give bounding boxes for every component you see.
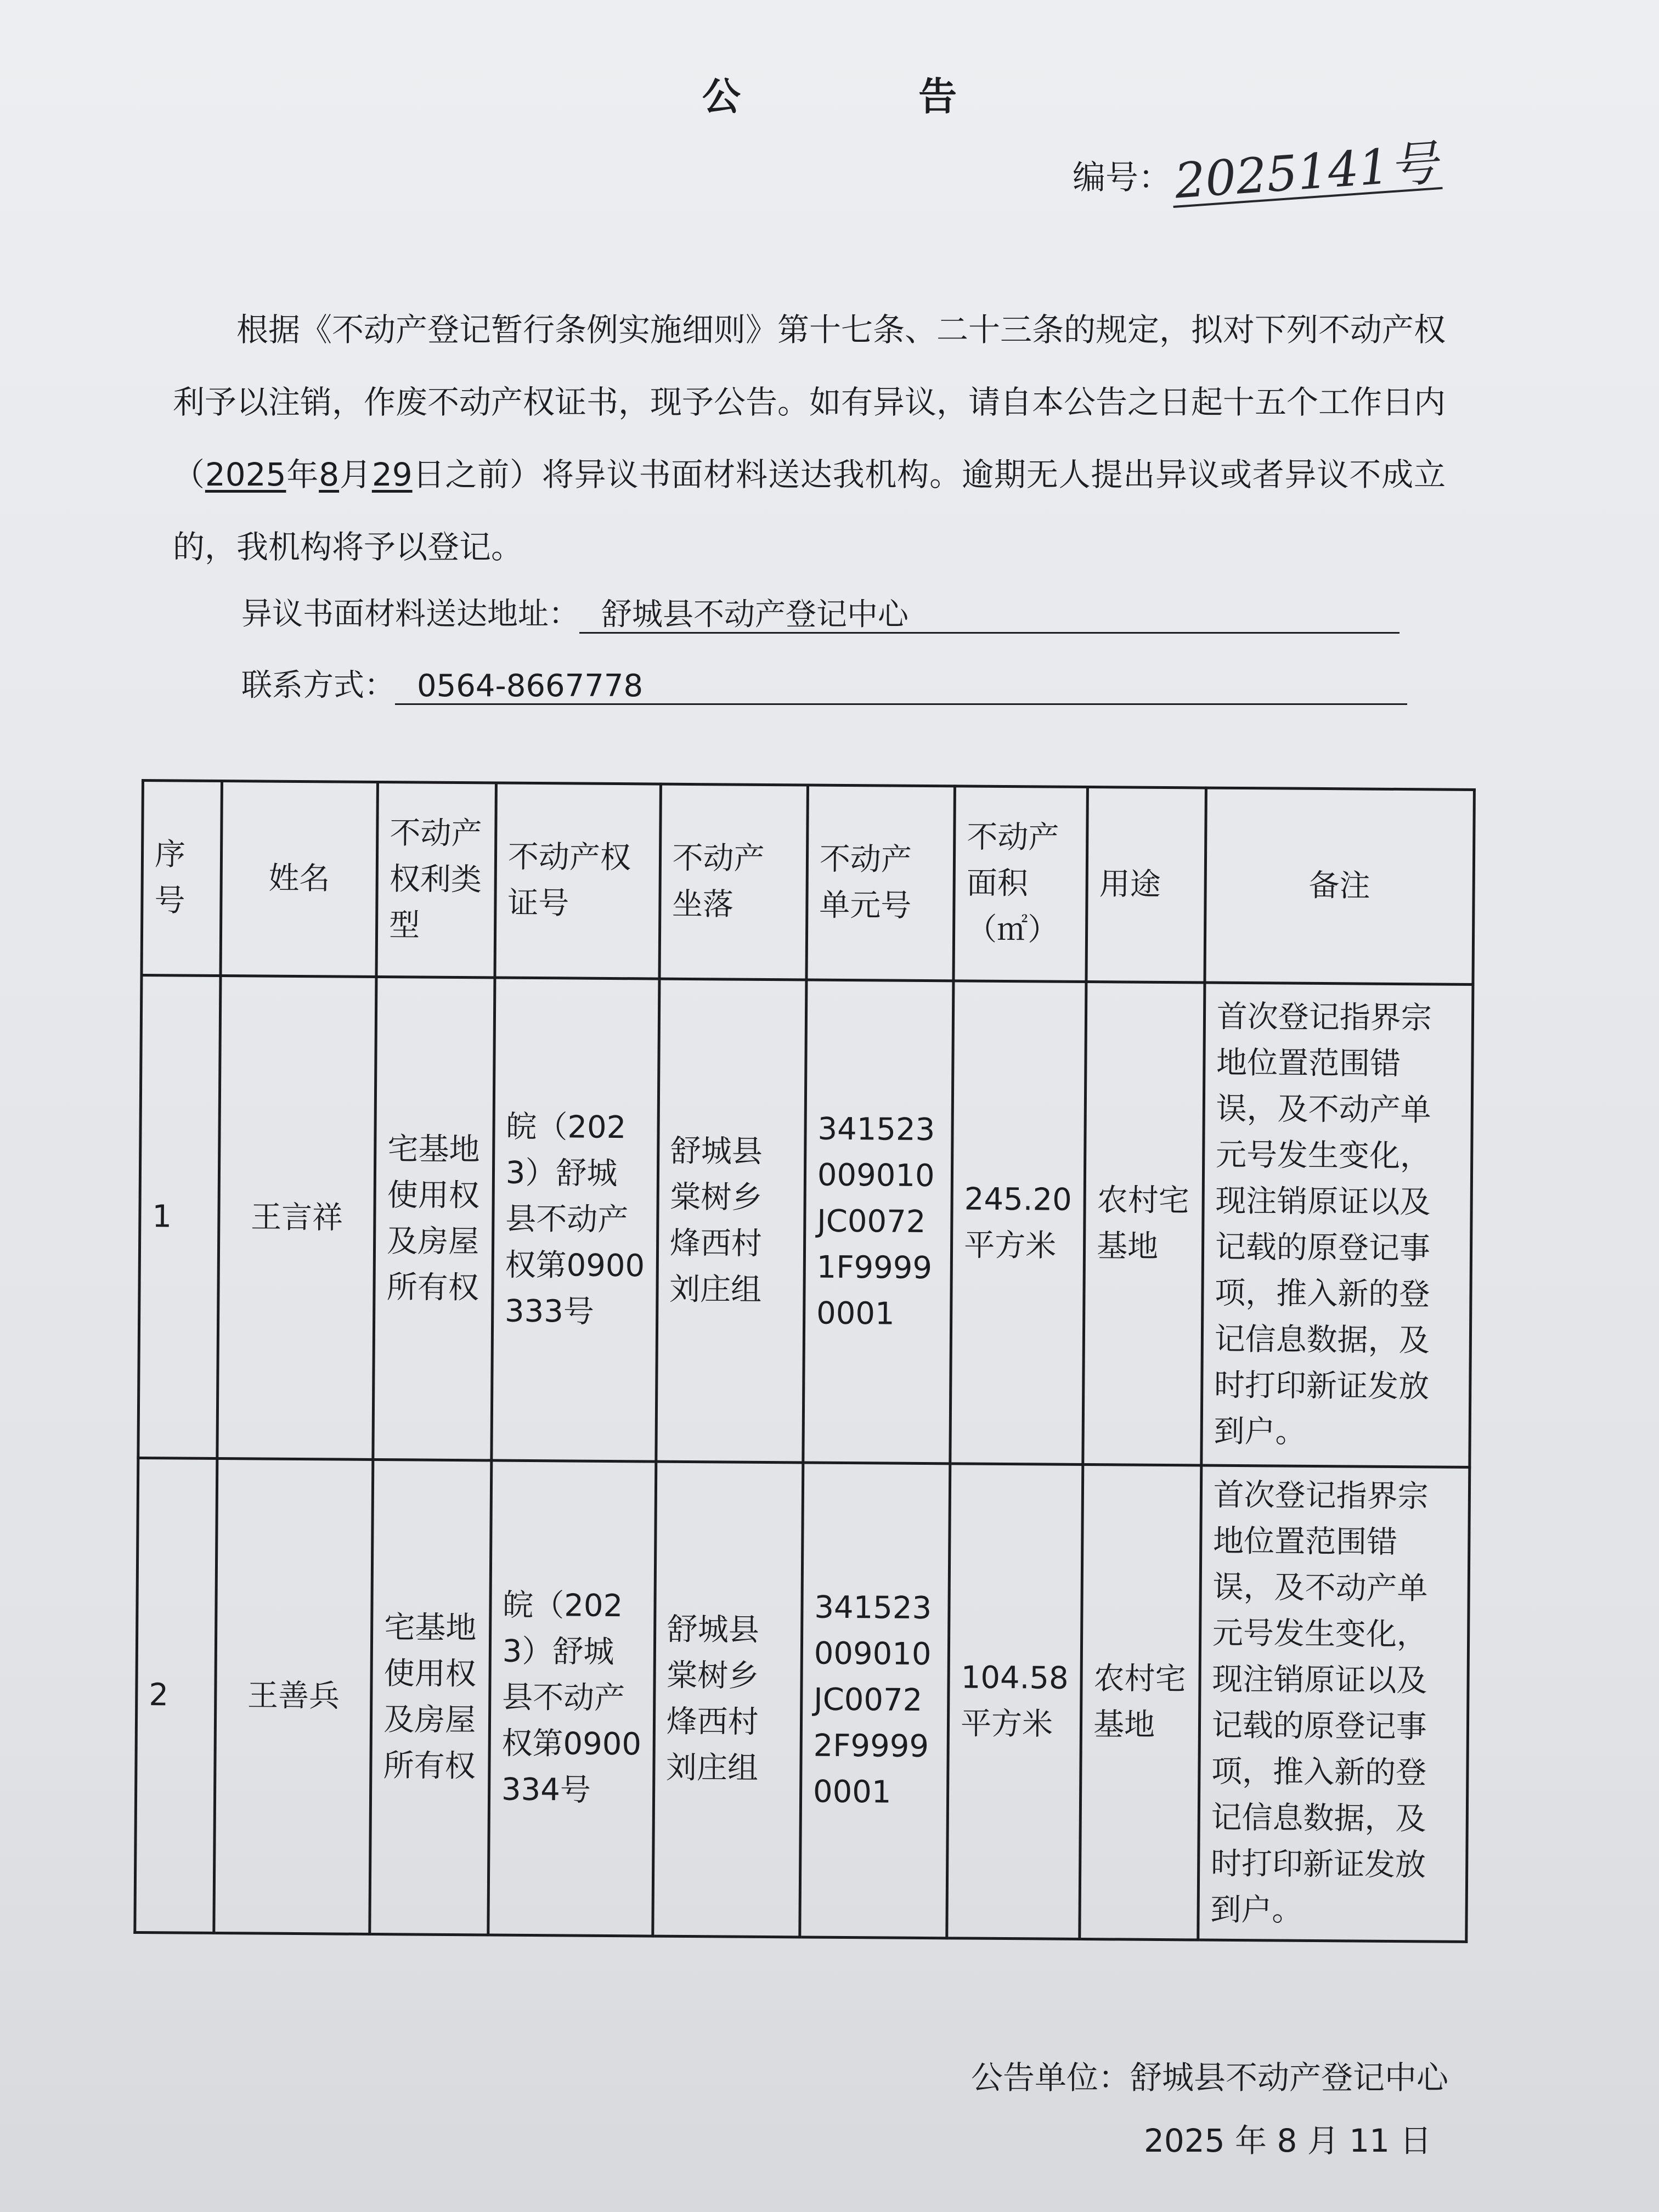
deadline-month: 8 <box>319 456 340 493</box>
cell-seq: 2 <box>135 1458 217 1933</box>
cell-unit-no: 341523009010JC00721F99990001 <box>803 980 953 1464</box>
cell-cert-no: 皖（2023）舒城县不动产权第0900333号 <box>492 978 659 1462</box>
issuing-unit-value: 舒城县不动产登记中心 <box>1130 2059 1449 2096</box>
header-unit-no: 不动产单元号 <box>806 785 955 981</box>
header-name: 姓名 <box>221 781 378 977</box>
issue-date: 2025 年 8 月 11 日 <box>1144 2122 1432 2159</box>
cell-unit-no: 341523009010JC00722F99990001 <box>800 1463 950 1938</box>
notice-body <box>173 294 1446 583</box>
cancellation-table <box>133 779 1476 1943</box>
contact-label: 联系方式： <box>241 668 395 703</box>
header-remark: 备注 <box>1205 788 1475 984</box>
table-header-row <box>142 781 1474 985</box>
cell-name: 王善兵 <box>214 1458 373 1934</box>
header-area: 不动产面积（㎡） <box>953 786 1087 982</box>
cell-cert-no: 皖（2023）舒城县不动产权第0900334号 <box>488 1460 656 1936</box>
address-line <box>241 590 1400 634</box>
header-right-type: 不动产权利类型 <box>376 782 496 978</box>
contact-line <box>241 661 1407 705</box>
table-row <box>135 1458 1470 1942</box>
cell-usage: 农村宅基地 <box>1083 982 1205 1465</box>
header-seq: 序号 <box>142 781 222 976</box>
cell-right-type: 宅基地使用权及房屋所有权 <box>373 977 495 1460</box>
paragraph-text-post: 日之前）将异议书面材料送达我机构。逾期无人提出异议或者异议不成立的，我机构将予以登记。 <box>173 456 1446 566</box>
cell-name: 王言祥 <box>217 976 376 1460</box>
cell-seq: 1 <box>138 975 221 1459</box>
deadline-year: 2025 <box>205 456 286 493</box>
notice-number <box>1073 134 1441 210</box>
deadline-year-unit: 年 <box>286 456 319 493</box>
cell-usage: 农村宅基地 <box>1080 1465 1201 1940</box>
table-row <box>138 975 1473 1468</box>
notice-title: 公 告 <box>702 74 1040 119</box>
cell-remark: 首次登记指界宗地位置范围错误，及不动产单元号发生变化，现注销原证以及记载的原登记事项，推入新的登记信息数据，及时打印新证发放到户。 <box>1198 1465 1470 1942</box>
header-usage: 用途 <box>1086 787 1206 983</box>
header-location: 不动产坐落 <box>659 784 808 980</box>
address-value: 舒城县不动产登记中心 <box>579 598 1400 634</box>
cell-remark: 首次登记指界宗地位置范围错误，及不动产单元号发生变化，现注销原证以及记载的原登记事项，推入新的登记信息数据，及时打印新证发放到户。 <box>1201 983 1473 1467</box>
cell-location: 舒城县棠树乡烽西村刘庄组 <box>652 1462 803 1937</box>
header-cert-no: 不动产权证号 <box>495 783 661 979</box>
notice-paragraph <box>173 294 1446 583</box>
cell-right-type: 宅基地使用权及房屋所有权 <box>370 1459 492 1934</box>
issuing-unit <box>971 2052 1448 2098</box>
cell-area: 104.58平方米 <box>947 1464 1083 1939</box>
number-label: 编号： <box>1073 159 1171 197</box>
cell-area: 245.20平方米 <box>950 981 1086 1465</box>
address-label: 异议书面材料送达地址： <box>241 596 579 632</box>
deadline-month-unit: 月 <box>339 456 372 493</box>
handwritten-number: 2025141号 <box>1170 139 1442 208</box>
deadline-day: 29 <box>371 456 413 493</box>
paragraph-text-pre: 根据《不动产登记暂行条例实施细则》第十七条、二十三条的规定，拟对下列不动产权利予以注销，作废不动产权证书，现予公告。如有异议，请自本公告之日起十五个工作日内（ <box>173 311 1446 493</box>
cell-location: 舒城县棠树乡烽西村刘庄组 <box>656 979 806 1463</box>
issuing-unit-label: 公告单位： <box>971 2059 1131 2096</box>
contact-value: 0564-8667778 <box>395 669 1407 705</box>
